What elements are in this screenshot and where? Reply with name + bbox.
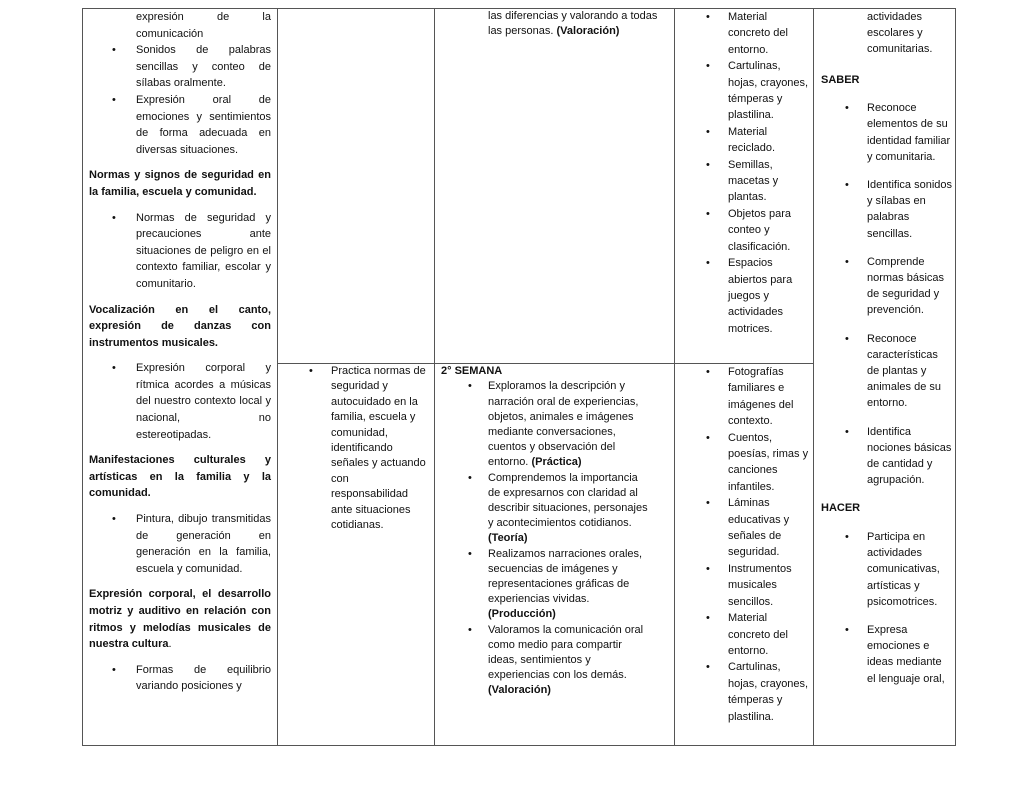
criterion-item: • Identifica nociones básicas de cantidad y agrupación. — [817, 424, 952, 489]
hacer-list — [817, 529, 952, 687]
section-heading: Vocalización en el canto, expresión de danzas con instrumentos musicales. — [89, 303, 271, 349]
list-item: • Pintura, dibujo transmitidas de generación en generación en la familia, escuela y comunidad. — [89, 511, 271, 577]
section-heading: Normas y signos de seguridad en la familia, escuela y comunidad. — [89, 169, 271, 198]
activity-item — [438, 471, 671, 547]
resources-list-bottom — [678, 364, 810, 725]
criterion-item: • Identifica sonidos y sílabas en palabras sencillas. — [817, 177, 952, 242]
objective-item: • Practica normas de seguridad y autocuidado en la familia, escuela y comunidad, identificando señales y actuando con responsabilidad ante situaciones cotidianas. — [281, 364, 431, 533]
activity-text: Realizamos narraciones orales, secuencias de imágenes y representaciones gráficas de experiencias vividas. — [488, 547, 643, 606]
list-item: • Formas de equilibrio variando posiciones y — [89, 662, 271, 695]
criterion-item: • Reconoce elementos de su identidad familiar y comunitaria. — [817, 100, 952, 165]
content-list-3 — [89, 360, 271, 443]
evaluation-column — [814, 9, 956, 746]
content-list-2 — [89, 210, 271, 293]
objective-list — [281, 364, 431, 533]
resource-item: • Objetos para conteo y clasificación. — [678, 206, 810, 255]
activity-item — [438, 623, 671, 699]
resource-item: • Semillas, macetas y plantas. — [678, 157, 810, 206]
resource-item: • Cartulinas, hojas, crayones, témperas y plastilina. — [678, 659, 810, 725]
list-item: • Expresión corporal y rítmica acordes a músicas del nuestro contexto local y nacional, no estereotipadas. — [89, 360, 271, 443]
activity-item — [438, 547, 671, 623]
objective-cell-bottom — [278, 364, 435, 746]
resource-item: • Material concreto del entorno. — [678, 9, 810, 58]
activity-tag: (Práctica) — [531, 456, 582, 469]
content-list-4 — [89, 511, 271, 577]
resource-item: • Cuentos, poesías, rimas y canciones infantiles. — [678, 430, 810, 496]
hacer-heading: HACER — [821, 502, 861, 515]
resource-item: • Material reciclado. — [678, 124, 810, 157]
activity-tag: (Valoración) — [488, 684, 551, 697]
activity-item — [438, 379, 671, 470]
week-heading: 2° SEMANA — [441, 365, 503, 377]
activity-tag: (Valoración) — [556, 25, 620, 38]
resource-item: • Material concreto del entorno. — [678, 610, 810, 659]
resource-item: • Cartulinas, hojas, crayones, témperas y plastilina. — [678, 58, 810, 124]
continued-criterion: actividades escolares y comunitarias. — [867, 11, 933, 56]
resource-item: • Espacios abiertos para juegos y actividades motrices. — [678, 255, 810, 337]
activity-tag: (Producción) — [488, 608, 556, 621]
resource-item: • Instrumentos musicales sencillos. — [678, 561, 810, 610]
list-item: • Expresión oral de emociones y sentimientos de forma adecuada en diversas situaciones. — [89, 92, 271, 158]
contents-column — [83, 9, 278, 746]
activities-cell-top — [435, 9, 675, 364]
content-list-5 — [89, 662, 271, 695]
heading-period: . — [168, 638, 172, 651]
saber-heading: SABER — [821, 73, 860, 86]
planning-table — [82, 8, 956, 746]
activity-text: Valoramos la comunicación oral como medio para compartir ideas, sentimientos y experiencias con los demás. — [488, 623, 644, 682]
activity-text: las diferencias y valorando a todas las personas. — [488, 10, 658, 38]
continued-activity — [438, 9, 671, 40]
activities-list — [438, 379, 671, 698]
criterion-item: • Expresa emociones e ideas mediante el lenguaje oral, — [817, 622, 952, 687]
section-heading: Manifestaciones culturales y artísticas en la familia y la comunidad. — [89, 454, 271, 500]
resource-item: • Fotografías familiares e imágenes del contexto. — [678, 364, 810, 430]
resource-item: • Láminas educativas y señales de seguridad. — [678, 495, 810, 561]
activity-tag: (Teoría) — [488, 532, 528, 545]
resources-cell-bottom — [675, 364, 814, 746]
activity-text: Comprendemos la importancia de expresarnos con claridad al describir situaciones, personajes y acontecimientos cotidianos. — [488, 471, 648, 530]
resources-cell-top — [675, 9, 814, 364]
criterion-item: • Comprende normas básicas de seguridad y prevención. — [817, 254, 952, 319]
resources-list-top — [678, 9, 810, 337]
section-heading — [89, 586, 271, 652]
criterion-item: • Reconoce características de plantas y animales de su entorno. — [817, 331, 952, 412]
activity-text: Exploramos la descripción y narración oral de experiencias, objetos, animales e imágenes mediante conversaciones, cuentos y observación del entorno. — [488, 380, 639, 469]
objective-cell-top — [278, 9, 435, 364]
criterion-item: • Participa en actividades comunicativas, artísticas y psicomotrices. — [817, 529, 952, 610]
activities-cell-bottom — [435, 364, 675, 746]
list-item: • Normas de seguridad y precauciones ante situaciones de peligro en el contexto familiar, escolar y comunitario. — [89, 210, 271, 293]
list-item: • Sonidos de palabras sencillas y conteo de sílabas oralmente. — [89, 42, 271, 92]
continued-text: expresión de la comunicación — [136, 11, 271, 40]
heading-text: Expresión corporal, el desarrollo motriz y auditivo en relación con ritmos y melodías musicales de nuestra cultura — [89, 588, 271, 651]
content-list-1 — [89, 42, 271, 158]
saber-list — [817, 100, 952, 488]
